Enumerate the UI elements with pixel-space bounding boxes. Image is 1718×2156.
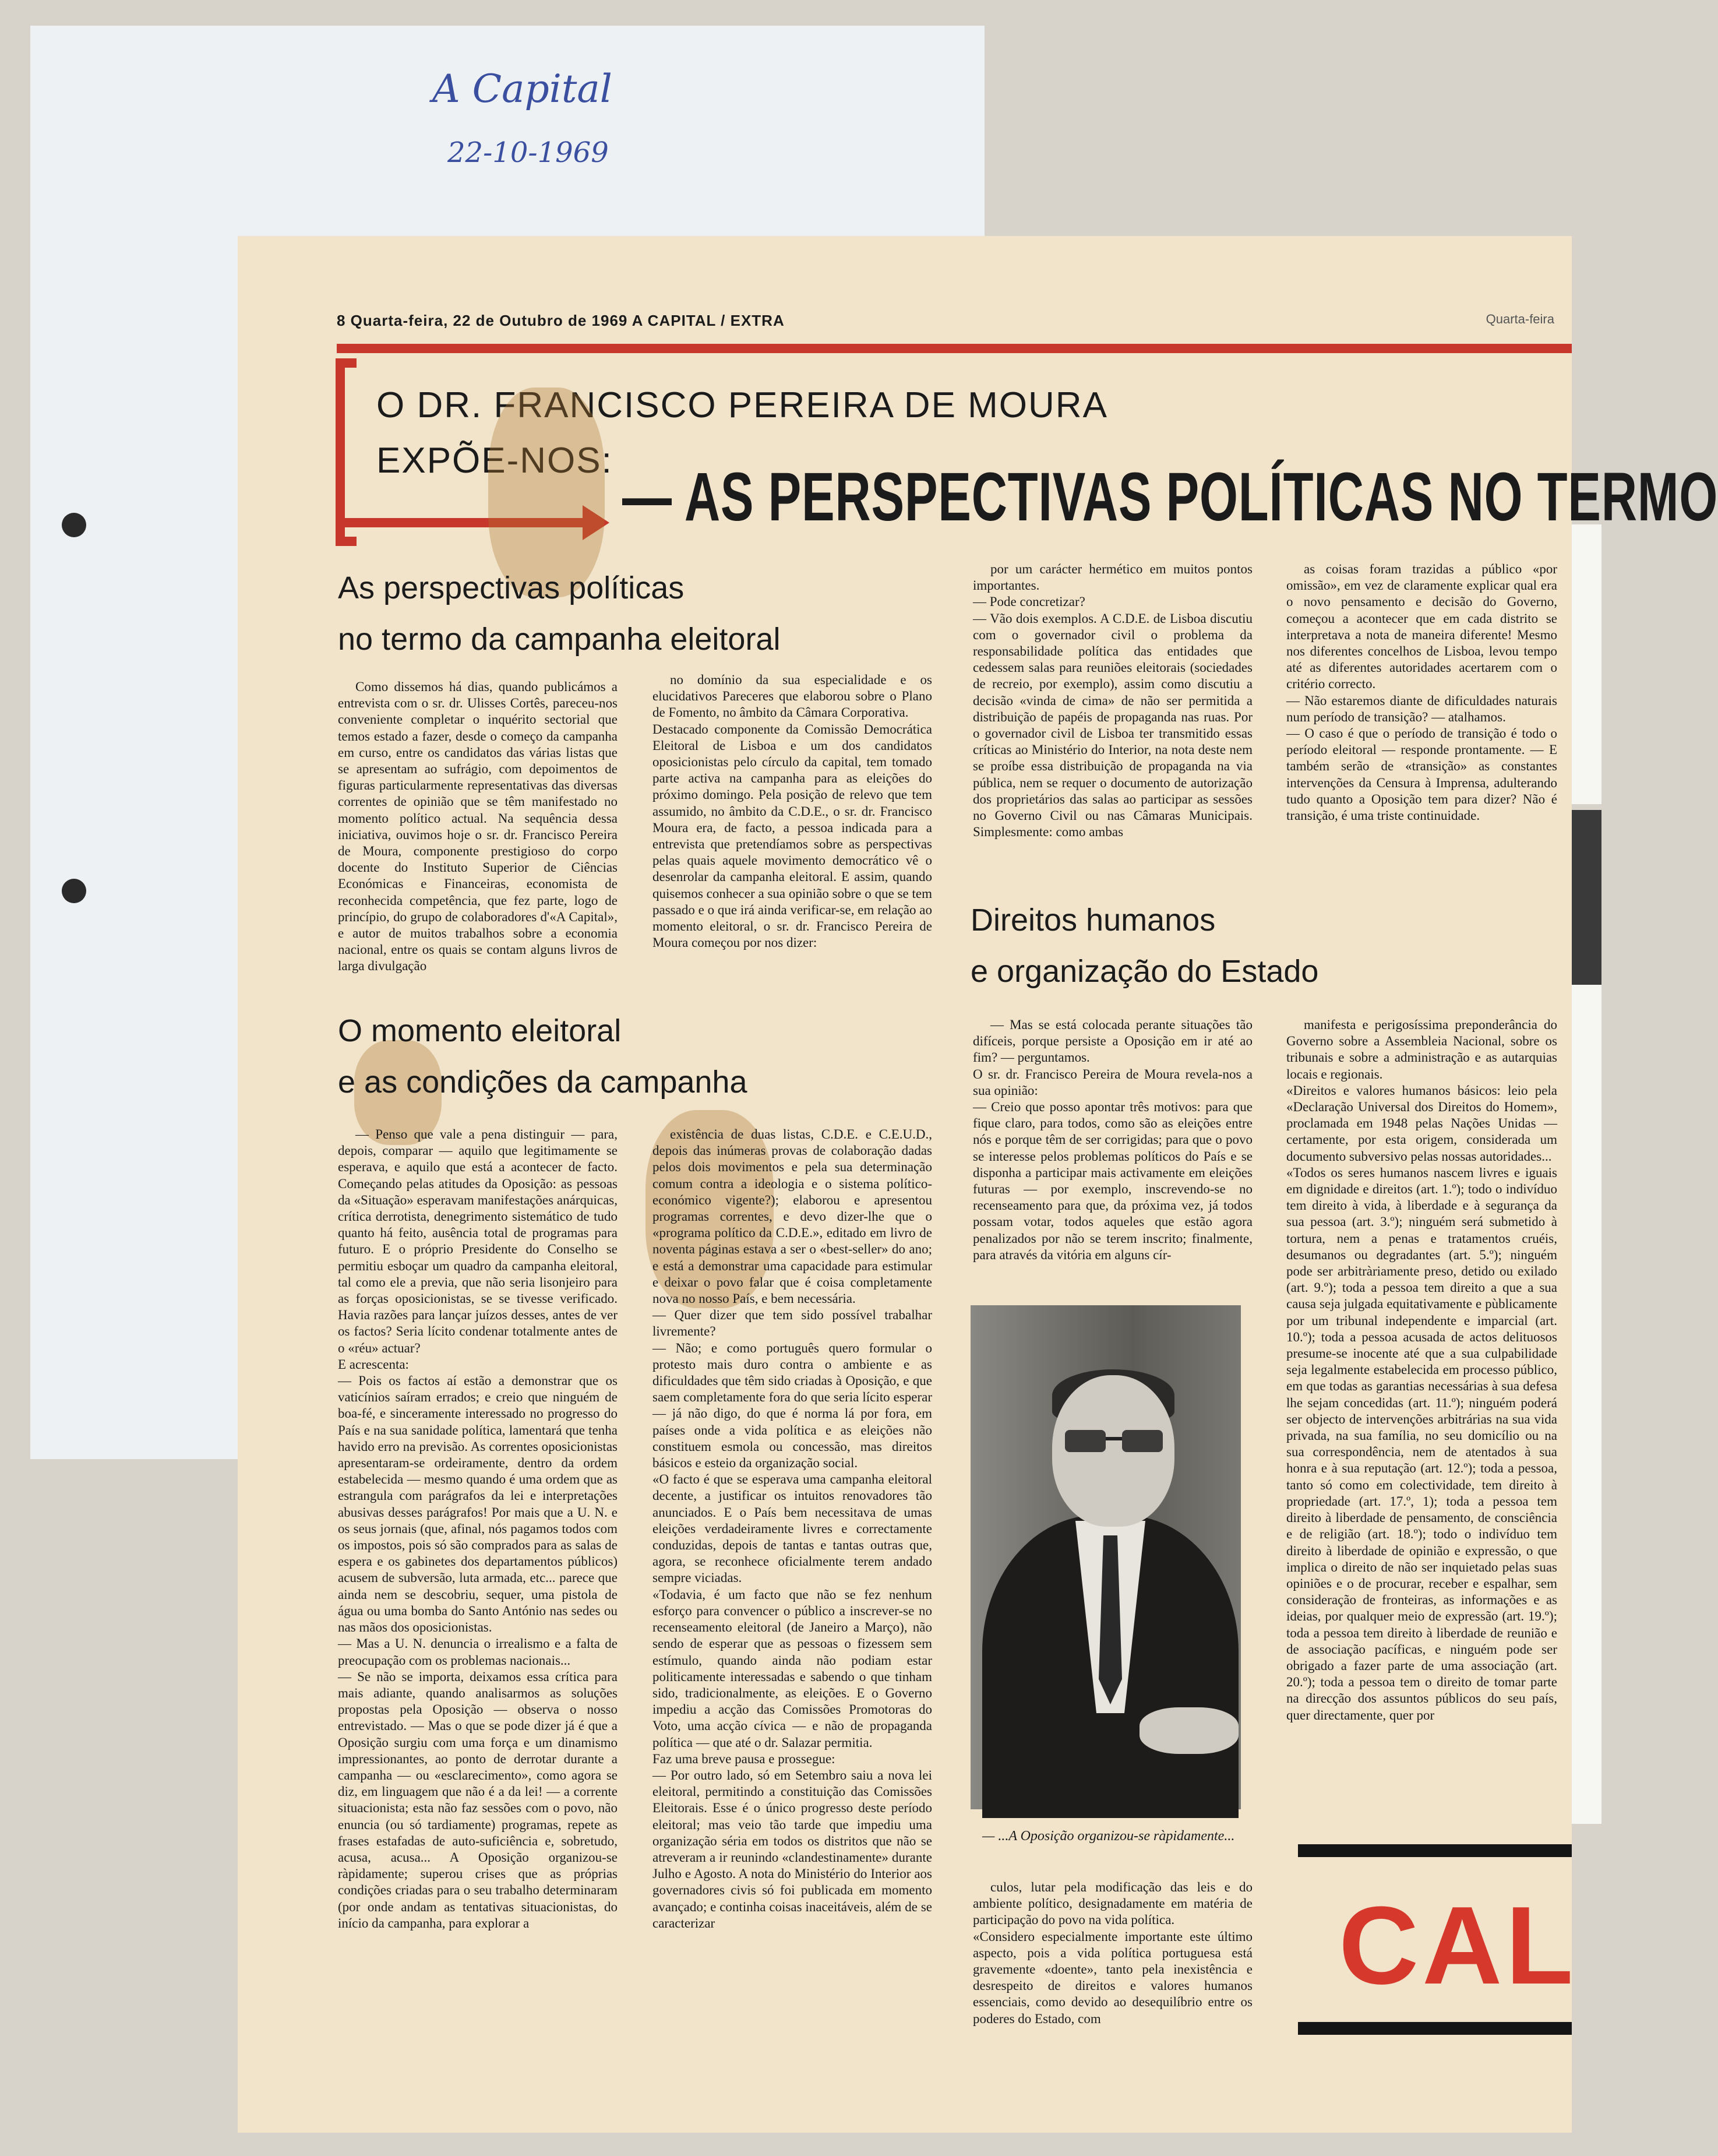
paragraph: manifesta e perigosíssima preponderância do Governo sobre a Assembleia Nacional, sobre os tribunais e sobre a administração e as autarquias locais e regionais. «Direitos e valores humanos básicos: leio pela «Declaração Universal dos Direitos do Homem», proclamada em 1948 pelas Nações Unidas — certamente, por esta origem, considerada um documento subversivo pelas nossas autoridades... «Todos os seres humanos nascem livres e iguais em dignidade e direitos (art. 1.º); todo o indivíduo tem direito à vida, à liberdade e à segurança da sua pessoa (art. 3.º); ninguém será submetido à tortura, nem a penas e tratamentos cruéis, desumanos ou degradantes (art. 5.º); ninguém pode ser arbitràriamente preso, detido ou exilado (art. 9.º); toda a pessoa tem direito a que a sua causa seja julgada equitativamente e pùblicamente por um tribunal independente e imparcial (art. 10.º); toda a pessoa acusada de actos delituosos presume-se inocente até que a sua culpabilidade seja legalmente estabelecida em processo público, em que todas as garantias necessárias à sua defesa lhe sejam concedidas (art. 11.º); ninguém poderá ser objecto de intervenções arbitrárias na sua vida privada, na sua família, no seu domicílio ou na sua correspondência, nem de atentados à sua honra e à sua reputação (art. 12.º); toda a pessoa, tanto só como em colectividade, tem direito à propriedade (art. 17.º, 1); toda a pessoa tem direito à liberdade de pensamento, de consciência e de religião (art. 18.º); todo o indivíduo tem direito à liberdade de opinião e expressão, o que implica o direito de não ser inquietado pelas suas opiniões e o de procurar, receber e espalhar, sem consideração de fronteiras, as informações e as ideias, por qualquer meio de expressão (art. 19.º); toda a pessoa tem direito à liberdade de reunião e de associação pacíficas, e ninguém pode ser obrigado a fazer parte de uma associação (art. 20.º); toda a pessoa tem o direito de tomar parte na direcção dos assuntos públicos do seu país, quer directamente, quer por xyxy=(1286,1017,1557,1722)
paragraph: existência de duas listas, C.D.E. e C.E.U.D., depois das inúmeras provas de colaboração dadas pelos dois movimentos e pela sua determinação comum contra a ideologia e o sistema político-económico vigente?); elaborou e apresentou programas correntes, e devo dizer-lhe que o «programa político da C.D.E.», editado em livro de noventa páginas estava a ser o «best-seller» do ano; e está a demonstrar uma capacidade para estimular e deixar o povo falar que é coisa completamente nova no nosso País, e bem necessária. — Quer dizer que tem sido possível trabalhar livremente? — Não; e como português quero formular o protesto mais duro contra o ambiente e as dificuldades que têm sido criadas à Oposição, e que saem completamente fora do que seria lícito esperar — já não digo, do que é norma lá por fora, em países onde a vida política e as eleições não constituem esmola ou concessão, mas direitos básicos e esteio da organização social. «O facto é que se esperava uma campanha eleitoral decente, a justificar os intuitos renovadores tão anunciados. E o País bem necessitava de umas eleições verdadeiramente livres e correctamente conduzidas, depois de tantas e tantas outras que, agora, se reconhece oficialmente terem andado sempre viciadas. «Todavia, é um facto que não se fez nenhum esforço para convencer o público a inscrever-se no recenseamento eleitoral (de Janeiro a Março), não sendo de esperar que as pessoas o fizessem sem estímulo, quando ainda não podiam estar politicamente interessadas e sabendo o que tinham sido, tradicionalmente, as eleições. E o Governo impediu a acção das Comissões Promotoras do Voto, uma acção cívica — e não de propaganda política — que até o dr. Salazar permitia. Faz uma breve pausa e prossegue: — Por outro lado, só em Setembro saiu a nova lei eleitoral, permitindo a constituição das Comissões Eleitorais. Esse é o único progresso deste período eleitoral; mas veio tão tarde que impediu uma organização séria em todos os distritos que não se atreveram a ir reunindo «clandestinamente» durante Julho e Agosto. A nota do Ministério do Interior aos governadores civis só foi publicada em momento avançado; e continha coisas inaceitáveis, além de se caracterizar xyxy=(652,1127,932,1930)
headline: — AS PERSPECTIVAS POLÍTICAS NO TERMO xyxy=(622,459,1718,536)
section-heading-direitos xyxy=(971,894,1553,997)
handwritten-source: A Capital xyxy=(432,66,612,111)
article-column xyxy=(1286,1017,1557,1724)
article-column xyxy=(1286,561,1557,824)
section-heading-line: O momento eleitoral xyxy=(338,1013,622,1048)
cut-banner-text: CAL xyxy=(1339,1884,1577,2007)
section-heading-line: Direitos humanos xyxy=(971,903,1216,938)
article-column xyxy=(973,1017,1253,1263)
article-column xyxy=(652,1126,932,1932)
photo-caption: — ...A Oposição organizou-se ràpidamente... xyxy=(982,1829,1235,1844)
scale-ruler-lower xyxy=(1571,985,1601,1824)
red-rule xyxy=(337,344,1572,353)
paragraph: Como dissemos há dias, quando publicámos a entrevista com o sr. dr. Ulisses Cortês, pareceu-nos conveniente completar o inquérito sectorial que temos estado a fazer, desde o começo da campanha em curso, entre os candidatos das várias listas que se apresentam ao sufrágio, com depoimentos de figuras particularmente representativas das diversas correntes de opinião que se têm manifestado no momento político actual. Na sequência dessa iniciativa, ouvimos hoje o sr. dr. Francisco Pereira de Moura, componente prestigioso do corpo docente do Instituto Superior de Ciências Económicas e Financeiras, economista de reconhecida competência, que fez parte, logo de princípio, do grupo de colaboradores d'«A Capital», e autor de muitos trabalhos sobre a economia nacional, entre os quais se contam alguns livros de larga divulgação xyxy=(338,679,618,974)
section-heading-perspectivas xyxy=(338,562,920,665)
section-heading-line: As perspectivas políticas xyxy=(338,570,685,605)
punch-hole-top xyxy=(62,513,86,537)
section-heading-line: e organização do Estado xyxy=(971,954,1319,989)
punch-hole-bottom xyxy=(62,879,86,903)
paragraph: — Mas se está colocada perante situações tão difíceis, porque persiste a Oposição em ir até ao fim? — perguntamos. O sr. dr. Francisco Pereira de Moura revela-nos a sua opinião: — Creio que posso apontar três motivos: para que fique claro, para todos, como são as eleições entre nós e porque têm de ser corrigidas; para que o povo se interesse pelos problemas políticos do País e se disponha a participar mais activamente em eleições futuras — por exemplo, inscrevendo-se no recenseamento para que, da próxima vez, já todos possam votar, todos aqueles que estão agora penalizados por não se terem inscrito; finalmente, para através da vitória em alguns cír- xyxy=(973,1017,1253,1262)
newspaper-clipping xyxy=(238,236,1718,2133)
section-heading-line: no termo da campanha eleitoral xyxy=(338,622,781,657)
banner-rule-bottom xyxy=(1298,2022,1572,2035)
paragraph: por um carácter hermético em muitos pontos importantes. — Pode concretizar? — Vão dois exemplos. A C.D.E. de Lisboa discutiu com o governador civil o problema da responsabilidade política das entidades que cedessem salas para reuniões eleitorais (sociedades de recreio, por exemplo), assim como discutiu a decisão «vinda de cima» de não ser permitida a distribuição de papéis de propaganda nas ruas. Por o governador civil de Lisboa ter transmitido essas críticas ao Ministério do Interior, na nota deste nem se proíbe essa distribuição de propaganda na via pública, nem se requer o documento de autorização dos proprietários das salas ao participar as sessões no Governo Civil ou nas Câmaras Municipais. Simplesmente: como ambas xyxy=(973,562,1253,840)
glasses-icon xyxy=(1063,1428,1165,1454)
banner-rule-top xyxy=(1298,1844,1572,1857)
paragraph: — Penso que vale a pena distinguir — para, depois, comparar — aquilo que legitimamente se esperava, e aquilo que está a acontecer de facto. Começando pelas atitudes da Oposição: as pessoas da «Situação» esperavam manifestações anárquicas, crítica derrotista, denegrimento sistemático de tudo quanto há feito, ausência total de programas para futuro. E o próprio Presidente do Conselho se permitiu esboçar um quadro da campanha eleitoral, tal como ele a previa, que não seria lisonjeiro para as forças oposicionistas, se se tivesse verificado. Havia razões para lançar juízos desses, antes de ver os factos? Seria lícito condenar totalmente antes de o «réu» actuar? E acrescenta: — Pois os factos aí estão a demonstrar que os vaticínios saíram errados; e creio que ninguém de boa-fé, e sinceramente interessado no progresso do País e na sua sanidade política, lamentará que tenha havido erro na previsão. As correntes oposicionistas apresentaram-se ordeiramente, dentro da ordem estabelecida — mesmo quando é uma ordem que as estrangula com parágrafos da lei e interpretações abusivas desses parágrafos! Por mais que a U. N. e os seus jornais (que, afinal, nós pagamos todos com os impostos, pois só são comprados para as salas de espera e os gabinetes dos departamentos públicos) acusem de subversão, luta armada, etc... parece que ainda nem se descobriu, sequer, uma pistola de água ou uma bomba do Santo António nas sedes ou nas mãos dos oposicionistas. — Mas a U. N. denuncia o irrealismo e a falta de preocupação com os problemas nacionais... — Se não se importa, deixamos essa crítica para mais adiante, quando analisarmos as soluções propostas pela Oposição — observa o nosso entrevistado. — Mas o que se pode dizer já é que a Oposição surgiu com uma força e um dinamismo impressionantes, ao ponto de derrotar durante a campanha — ou «esclarecimento», como agora se diz, em linguagem que não é a da lei! — a corrente situacionista; esta não faz sessões com o povo, não enuncia (ou só tardiamente) programas, repete as frases estafadas de auto-suficiência e, sobretudo, acusa, acusa... A Oposição organizou-se ràpidamente; superou crises que as próprias condições criadas para o seu trabalho determinaram (por onde andam as tentativas situacionistas, do início da campanha, para explorar a xyxy=(338,1127,618,1930)
article-column xyxy=(338,1126,618,1932)
scale-ruler xyxy=(1571,524,1601,804)
section-heading-line: e as condições da campanha xyxy=(338,1065,747,1100)
article-column xyxy=(973,561,1253,840)
kicker-line-2: EXPÕE-NOS: xyxy=(376,441,613,481)
paragraph: culos, lutar pela modificação das leis e do ambiente político, designadamente em matéria de participação do povo na vida política. «Considero especialmente importante este último aspecto, pois a vida política portuguesa está gravemente «doente», tanto pela inexistência e desrespeito de direitos e valores humanos essenciais, como devido ao desequilíbrio entre os poderes do Estado, com xyxy=(973,1880,1253,2026)
handwritten-date: 22-10-1969 xyxy=(447,136,609,169)
page-header-right: Quarta-feira xyxy=(1486,312,1554,326)
scale-ruler-dark xyxy=(1571,810,1601,985)
paragraph: no domínio da sua especialidade e os elucidativos Pareceres que elaborou sobre o Plano de Fomento, no âmbito da Câmara Corporativa. Destacado componente da Comissão Democrática Eleitoral de Lisboa e um dos candidatos oposicionistas pelo círculo da capital, tem tomado parte activa na campanha para as eleições do próximo domingo. Pela posição de relevo que tem assumido, no âmbito da C.D.E., o sr. dr. Francisco Moura era, de facto, a pessoa indicada para a entrevista que pretendíamos sobre as perspectivas pelas quais aquele movimento democrático vê o desenrolar da campanha eleitoral. E assim, quando quisemos conhecer a sua opinião sobre o que se tem passado e o que irá ainda verificar-se, em relação ao momento eleitoral, o sr. dr. Francisco Pereira de Moura começou por nos dizer: xyxy=(652,672,932,950)
portrait-photo xyxy=(971,1305,1241,1809)
article-column xyxy=(652,672,932,951)
page-header: 8 Quarta-feira, 22 de Outubro de 1969 A CAPITAL / EXTRA xyxy=(337,312,785,329)
kicker-line-1: O DR. FRANCISCO PEREIRA DE MOURA xyxy=(376,385,1108,425)
paragraph: as coisas foram trazidas a público «por omissão», em vez de claramente explicar qual era o novo pensamento e decisão do Governo, começou a acontecer que em cada distrito se interpretava a nota de maneira diferente! Mesmo nos diferentes concelhos de Lisboa, levou tempo até as diferentes autoridades acertarem com o critério correcto. — Não estaremos diante de dificuldades naturais num período de transição? — atalhamos. — O caso é que o período de transição é todo o período eleitoral — responde prontamente. — E também serão de «transição» as constantes intervenções da Censura à Imprensa, adulterando tudo quanto a Oposição tem para dizer? Não é transição, é uma triste continuidade. xyxy=(1286,562,1557,823)
article-column xyxy=(338,679,618,975)
article-column xyxy=(973,1879,1253,2027)
section-heading-momento xyxy=(338,1005,920,1108)
